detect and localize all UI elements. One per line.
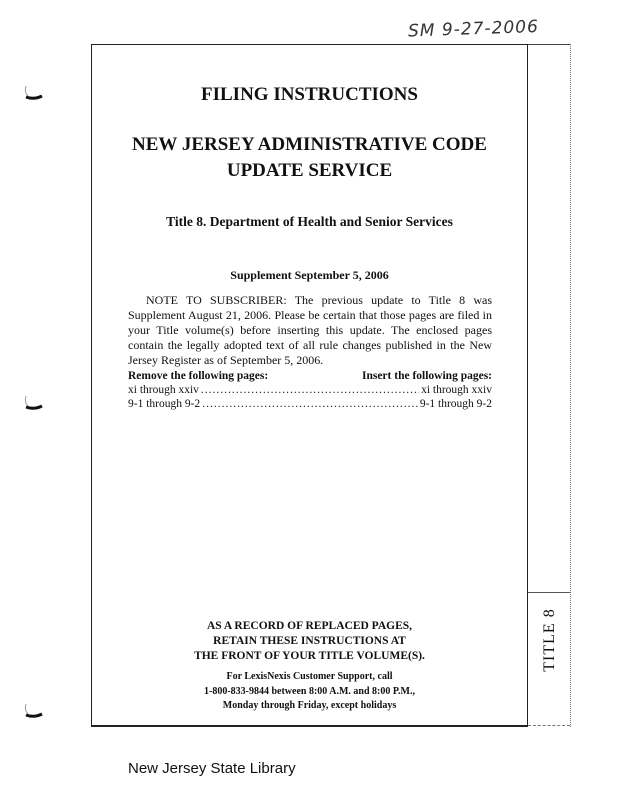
remove-pages: xi through xxiv <box>128 384 199 396</box>
subtitle-line: NEW JERSEY ADMINISTRATIVE CODE <box>132 134 487 155</box>
tab-guide-line <box>528 44 570 45</box>
page-title: FILING INSTRUCTIONS <box>201 84 418 105</box>
remove-header: Remove the following pages: <box>128 370 269 382</box>
pages-table <box>128 369 492 411</box>
handwritten-note: SM 9-27-2006 <box>407 16 540 42</box>
supplement-date: Supplement September 5, 2006 <box>230 268 389 282</box>
leader-dots <box>201 383 419 397</box>
punch-hole-icon <box>22 82 46 100</box>
department-heading: Title 8. Department of Health and Senior Services <box>166 214 453 229</box>
insert-pages: 9-1 through 9-2 <box>419 398 492 410</box>
leader-dots <box>202 397 418 411</box>
record-line: RETAIN THESE INSTRUCTIONS AT <box>213 635 406 647</box>
insert-header: Insert the following pages: <box>361 370 492 382</box>
tab-guide-line <box>570 44 571 727</box>
record-notice <box>91 619 528 664</box>
punch-hole-icon <box>22 700 46 718</box>
subtitle <box>91 132 528 184</box>
title-tab <box>538 600 562 680</box>
remove-pages: 9-1 through 9-2 <box>128 398 201 410</box>
tab-guide-line <box>528 725 570 726</box>
support-line: Monday through Friday, except holidays <box>222 700 397 711</box>
subtitle-line: UPDATE SERVICE <box>226 160 393 181</box>
support-line: 1-800-833-9844 between 8:00 A.M. and 8:00 P.M., <box>203 685 415 697</box>
table-row <box>128 383 492 397</box>
pages-table-header <box>128 369 492 383</box>
subscriber-note <box>128 293 492 368</box>
customer-support <box>91 670 528 714</box>
record-line: AS A RECORD OF REPLACED PAGES, <box>206 620 413 632</box>
record-line: THE FRONT OF YOUR TITLE VOLUME(S). <box>194 650 425 662</box>
subscriber-note-text: NOTE TO SUBSCRIBER: The previous update to Title 8 was Supplement August 21, 2006. Please be certain that those pages are filed in your Title volume(s) before inserting this update. The enclosed pages contain the legally adopted text of all rule changes published in the New Jersey Register as of September 5, 2006. <box>128 293 492 367</box>
support-line: For LexisNexis Customer Support, call <box>226 671 393 682</box>
library-stamp: New Jersey State Library <box>128 760 296 777</box>
tab-divider <box>528 592 570 593</box>
title-tab-label: TITLE 8 <box>541 608 558 672</box>
punch-hole-icon <box>22 392 46 410</box>
table-row <box>128 397 492 411</box>
insert-pages: xi through xxiv <box>421 384 492 396</box>
